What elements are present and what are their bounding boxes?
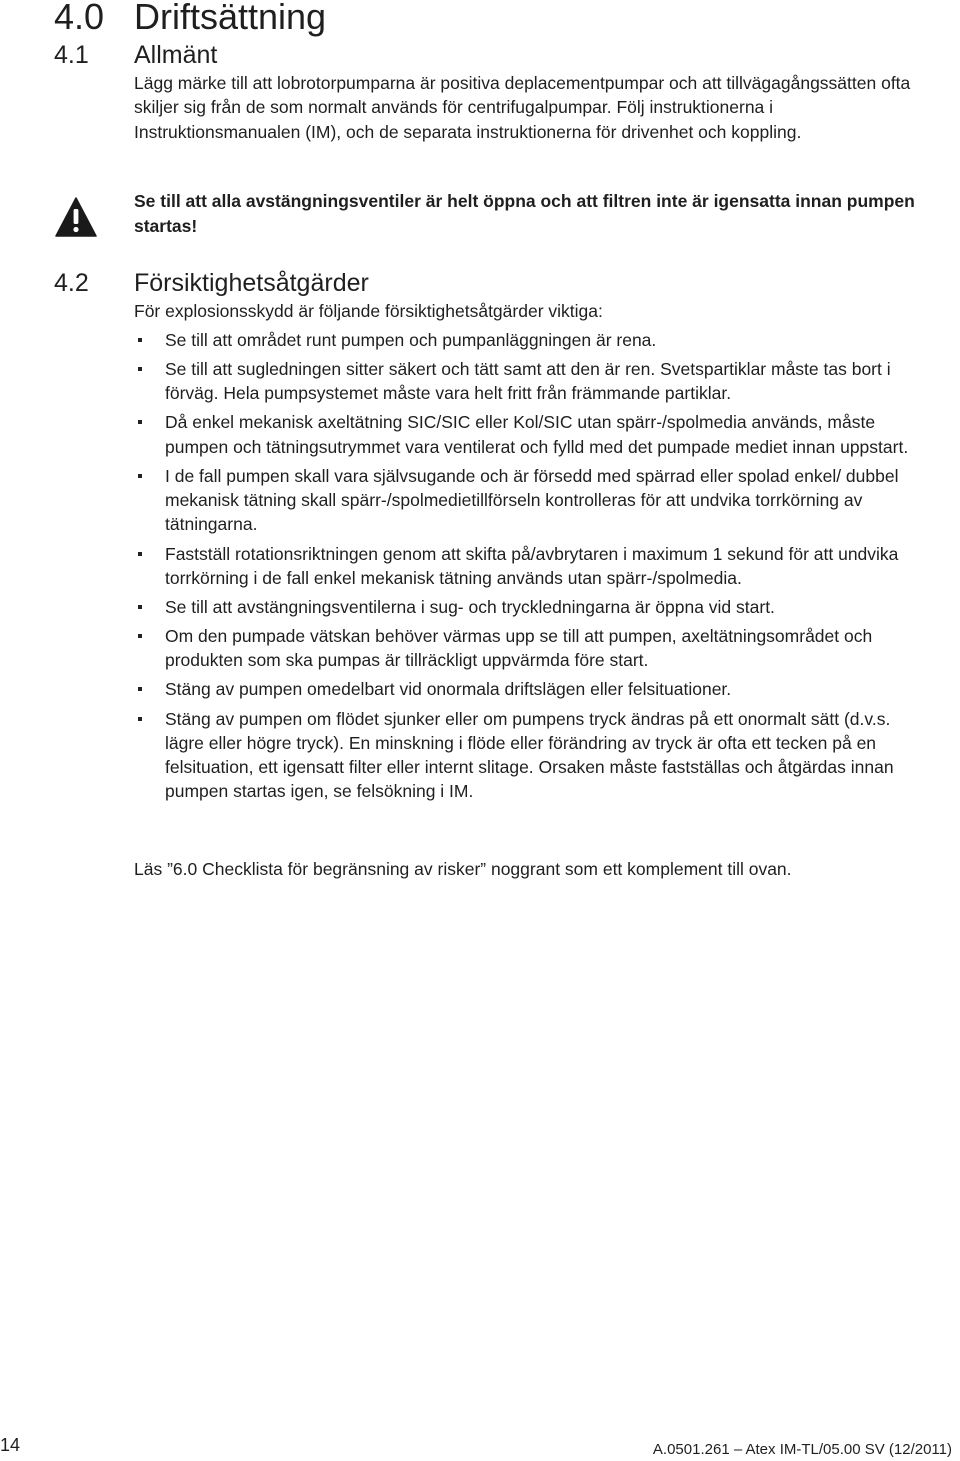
bullet-marker (138, 717, 142, 721)
list-item (134, 542, 924, 591)
list-item-text: Då enkel mekanisk axeltätning SIC/SIC eller Kol/SIC utan spärr-/spolmedia används, måste pumpen och tätningsutrymmet vara ventilerat och fylld med det pumpade mediet innan uppstart. (165, 412, 909, 457)
precautions-intro: För explosionsskydd är följande försiktighetsåtgärder viktiga: (134, 301, 603, 321)
list-item (134, 595, 924, 619)
bullet-marker (138, 552, 142, 556)
bullet-marker (138, 634, 142, 638)
list-item-text: Om den pumpade vätskan behöver värmas upp se till att pumpen, axeltätningsområdet och produkten som ska pumpas är tillräckligt uppvärmda före start. (165, 626, 873, 671)
list-item-text: Stäng av pumpen om flödet sjunker eller om pumpens tryck ändras på ett onormalt sätt (d.v.s. lägre eller högre tryck). En minskning i flöde eller förändring av tryck är ofta ett tecken på en felsituation, ett igensatt filter eller internt slitage. Orsaken måste fastställas och åtgärdas innan pumpen startas igen, se felsökning i IM. (165, 708, 894, 802)
section-heading-forsiktighetsatgarder (54, 267, 369, 299)
list-item-text: Se till att avstängningsventilerna i sug- och tryckledningarna är öppna vid start. (165, 596, 775, 617)
bullet-marker (138, 420, 142, 424)
list-item-text: Se till att sugledningen sitter säkert och tätt samt att den är ren. Svetspartiklar måste tas bort i förväg. Hela pumpsystemet måste vara helt fritt från främmande partiklar. (165, 359, 891, 404)
list-item (134, 707, 924, 804)
list-item-text: Stäng av pumpen omedelbart vid onormala driftslägen eller felsituationer. (165, 679, 732, 700)
chapter-title: Driftsättning (134, 0, 327, 37)
section-number: 4.2 (54, 269, 89, 297)
list-item-text: I de fall pumpen skall vara självsugande och är försedd med spärrad eller spolad enkel/ dubbel mekanisk tätning skall spärr-/spolmedietillförseln kontrolleras för att undvika torrkörning av tätningarna. (165, 465, 899, 535)
chapter-number: 4.0 (54, 0, 105, 37)
list-item (134, 624, 924, 673)
bullet-marker (138, 605, 142, 609)
warning-text: Se till att alla avstängningsventiler är helt öppna och att filtren inte är igensatta innan pumpen startas! (134, 191, 915, 236)
section-title: Försiktighetsåtgärder (134, 269, 369, 297)
bullet-marker (138, 687, 142, 691)
list-item (134, 410, 924, 459)
list-item-text: Fastställ rotationsriktningen genom att skifta på/avbrytaren i maximum 1 sekund för att undvika torrkörning i de fall enkel mekanisk tätning används utan spärr-/spolmedia. (165, 543, 899, 588)
reference-note: Läs ”6.0 Checklista för begränsning av risker” noggrant som ett komplement till ovan. (134, 859, 792, 879)
section-heading-allmant (54, 39, 217, 71)
section-title: Allmänt (134, 41, 218, 69)
bullet-marker (138, 338, 142, 342)
list-item (134, 677, 924, 701)
chapter-heading (54, 0, 326, 40)
list-item (134, 328, 924, 352)
page-number: 14 (0, 1435, 21, 1455)
list-item (134, 357, 924, 406)
warning-triangle-icon (55, 197, 97, 237)
bullet-marker (138, 367, 142, 371)
bullet-marker (138, 474, 142, 478)
list-item (134, 464, 924, 537)
precautions-list (134, 328, 924, 809)
list-item-text: Se till att området runt pumpen och pumpanläggningen är rena. (165, 330, 657, 350)
document-id: A.0501.261 – Atex IM-TL/05.00 SV (12/2011) (652, 1441, 952, 1458)
intro-paragraph: Lägg märke till att lobrotorpumparna är positiva deplacementpumpar och att tillvägagångssätten ofta skiljer sig från de som normalt används för centrifugalpumpar. Följ instruktionerna i Instruktionsmanualen (IM), och de separata instruktionerna för drivenhet och koppling. (134, 73, 911, 142)
section-number: 4.1 (54, 41, 89, 69)
